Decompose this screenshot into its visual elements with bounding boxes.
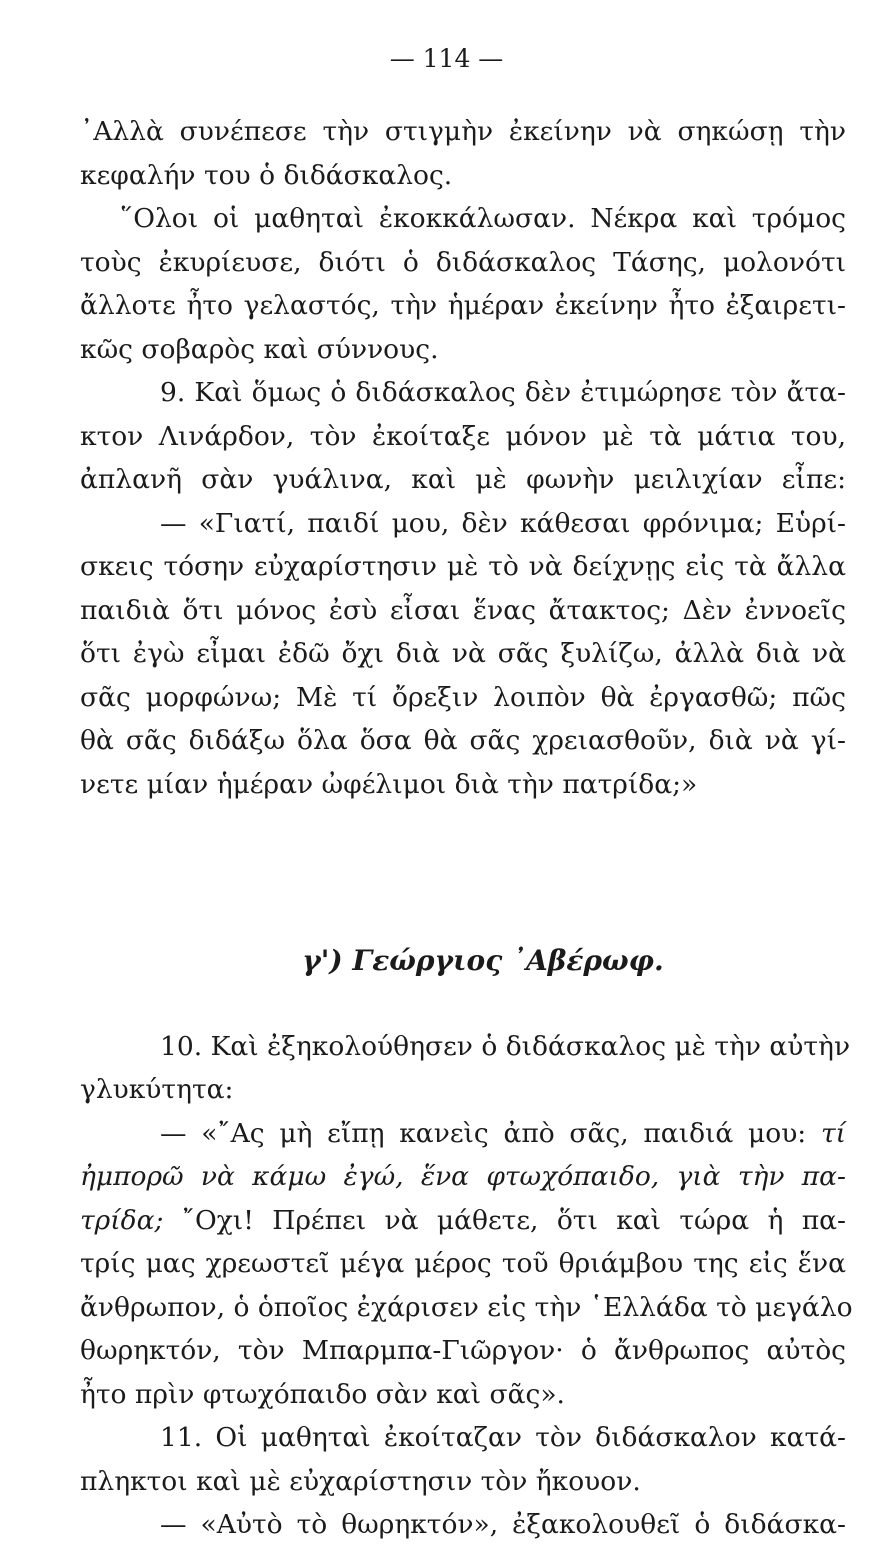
italic-text: τρίδα;: [80, 1204, 164, 1236]
text-line: θωρηκτόν, τὸν Μπαρμπα-Γιῶργον· ὁ ἄνθρωπος αὐτὸς: [80, 1335, 846, 1366]
text-line: τρίς μας χρεωστεῖ μέγα μέρος τοῦ θριάμβου της εἰς ἕνα: [80, 1248, 846, 1279]
italic-text: ἠμπορῶ νὰ κάμω ἐγώ, ἕνα φτωχόπαιδο, γιὰ τὴν πα-: [80, 1161, 846, 1192]
text-line: ἀπλανῆ σὰν γυάλινα, καὶ μὲ φωνὴν μειλιχίαν εἶπε:: [80, 464, 846, 495]
text-line: ὅτι ἐγὼ εἶμαι ἐδῶ ὄχι διὰ νὰ σᾶς ξυλίζω, ἀλλὰ διὰ νὰ: [80, 638, 846, 669]
text-line: πληκτοι καὶ μὲ εὐχαρίστησιν τὸν ἤκουον.: [80, 1465, 641, 1497]
text-line: σκεις τόσην εὐχαρίστησιν μὲ τὸ νὰ δείχνῃς εἰς τὰ ἄλλα: [80, 551, 846, 582]
text-line: — «Γιατί, παιδί μου, δὲν κάθεσαι φρόνιμα; Εὑρί-: [160, 507, 846, 539]
text-line: ῞Ολοι οἱ μαθηταὶ ἐκοκκάλωσαν. Νέκρα καὶ τρόμος: [120, 203, 846, 234]
text-line: ᾿Αλλὰ συνέπεσε τὴν στιγμὴν ἐκείνην νὰ σηκώσῃ τὴν: [80, 116, 846, 147]
text-line: κῶς σοβαρὸς καὶ σύννους.: [80, 333, 439, 365]
text-line: ἦτο πρὶν φτωχόπαιδο σὰν καὶ σᾶς».: [80, 1378, 565, 1410]
text-line: παιδιὰ ὅτι μόνος ἐσὺ εἶσαι ἕνας ἄτακτος; Δὲν ἐννοεῖς: [80, 594, 846, 626]
text-line: 10. Καὶ ἐξηκολούθησεν ὁ διδάσκαλος μὲ τὴν αὐτὴν: [160, 1030, 851, 1062]
text-line: σᾶς μορφώνω; Μὲ τί ὄρεξιν λοιπὸν θὰ ἐργασθῶ; πῶς: [80, 681, 846, 713]
text-line: γλυκύτητα:: [80, 1074, 234, 1105]
text-line: κεφαλήν του ὁ διδάσκαλος.: [80, 159, 453, 191]
page-body: [80, 110, 853, 1547]
quote-text: — «῎Ας μὴ εἴπῃ κανεὶς ἀπὸ σᾶς, παιδιά μου:: [160, 1117, 821, 1149]
text-line: ἄνθρωπον, ὁ ὁποῖος ἐχάρισεν εἰς τὴν ῾Ελλάδα τὸ μεγάλο: [80, 1291, 853, 1323]
text-line: νετε μίαν ἡμέραν ὠφέλιμοι διὰ τὴν πατρίδα;»: [80, 768, 698, 800]
text-line: ἄλλοτε ἦτο γελαστός, τὴν ἡμέραν ἐκείνην ἦτο ἐξαιρετι-: [80, 290, 846, 321]
text-line: [80, 1199, 846, 1243]
italic-text: τί: [820, 1117, 846, 1149]
text-line: — «Αὐτὸ τὸ θωρηκτόν», ἐξακολουθεῖ ὁ διδάσκα-: [160, 1509, 846, 1540]
text-line: [80, 1112, 846, 1156]
page-number: — 114 —: [389, 44, 504, 73]
text-line: [80, 1155, 846, 1199]
text-line: θὰ σᾶς διδάξω ὅλα ὅσα θὰ σᾶς χρειασθοῦν, διὰ νὰ γί-: [80, 725, 846, 756]
text-line: 11. Οἱ μαθηταὶ ἐκοίταζαν τὸν διδάσκαλον κατά-: [160, 1422, 846, 1453]
section-heading: γ') Γεώργιος ᾿Αβέρωφ.: [302, 944, 664, 977]
text-line: κτον Λινάρδον, τὸν ἐκοίταξε μόνον μὲ τὰ μάτια του,: [80, 420, 846, 452]
text-line: 9. Καὶ ὅμως ὁ διδάσκαλος δὲν ἐτιμώρησε τὸν ἄτα-: [160, 377, 846, 408]
text-line: τοὺς ἐκυρίευσε, διότι ὁ διδάσκαλος Τάσης, μολονότι: [80, 246, 846, 278]
quote-text: ῎Οχι! Πρέπει νὰ μάθετε, ὅτι καὶ τώρα ἡ πα-: [163, 1204, 846, 1236]
